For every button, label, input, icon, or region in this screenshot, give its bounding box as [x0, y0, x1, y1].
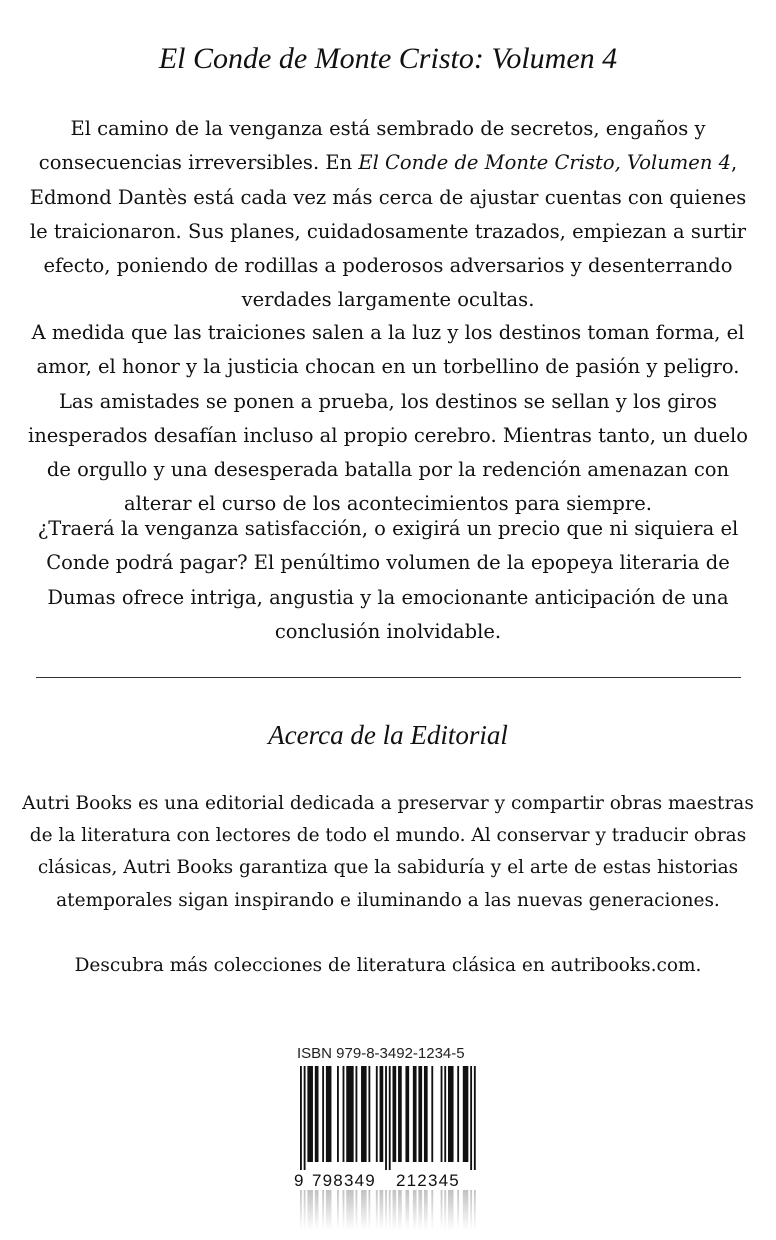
barcode-reflection-bar	[470, 1190, 472, 1230]
barcode-bar	[470, 1066, 472, 1170]
barcode-bar	[307, 1066, 313, 1162]
barcode-bar	[322, 1066, 324, 1162]
barcode-lead-digit: 9	[294, 1171, 304, 1190]
barcode-bar	[385, 1066, 387, 1170]
barcode-bar	[431, 1066, 433, 1162]
barcode-reflection-bar	[343, 1190, 345, 1230]
barcode-reflection-bar	[300, 1190, 302, 1230]
barcode-reflection-bar	[413, 1190, 417, 1230]
barcode-bar	[413, 1066, 417, 1162]
barcode-reflection	[290, 1190, 480, 1230]
barcode-reflection-bar	[463, 1190, 469, 1230]
barcode-reflection-bar	[457, 1190, 459, 1230]
barcode-bar	[448, 1066, 454, 1162]
barcode	[290, 1066, 480, 1190]
barcode-bar	[315, 1066, 319, 1162]
barcode-bar	[418, 1066, 422, 1162]
book-title: El Conde de Monte Cristo: Volumen 4	[158, 42, 618, 75]
barcode-bar	[457, 1066, 459, 1162]
barcode-reflection-bar	[418, 1190, 422, 1230]
barcode-digit-group-2: 212345	[396, 1171, 460, 1190]
barcode-reflection-bar	[356, 1190, 358, 1230]
publisher-about: Autri Books es una editorial dedicada a preservar y compartir obras maestras de la literatura con lectores de todo el mundo. Al conservar y traducir obras clásicas, Autri Books garantiza que la sabiduría y el arte de estas historias atemporales sigan inspirando e iluminando a las nuevas generaciones.	[22, 793, 754, 911]
barcode-bar	[361, 1066, 367, 1162]
barcode-reflection-bar	[448, 1190, 454, 1230]
barcode-reflection-bar	[307, 1190, 313, 1230]
description-paragraph-2: A medida que las traiciones salen a la luz y los destinos toman forma, el amor, el honor y la justicia chocan en un torbellino de pasión y peligro. Las amistades se ponen a prueba, los destinos se sellan y los giros inesperados desafían incluso al propio cerebro. Mientras tanto, un duelo de orgullo y una desesperada batalla por la redención amenazan con alterar el curso de los acontecimientos para siempre.	[27, 321, 749, 516]
section-divider	[36, 677, 741, 678]
barcode-bar	[337, 1066, 339, 1162]
barcode-digit-group-1: 798349	[312, 1171, 376, 1190]
barcode-reflection-bar	[304, 1190, 306, 1230]
barcode-bar	[380, 1066, 384, 1162]
barcode-bar	[444, 1066, 446, 1162]
publisher-heading: Acerca de la Editorial	[268, 720, 508, 750]
barcode-bar	[398, 1066, 402, 1162]
description-p1-end: , Edmond Dantès está cada vez más cerca de ajustar cuentas con quienes le traicionaron. Sus planes, cuidadosamente trazados, empiezan a surtir efecto, poniendo de rodillas a poderosos adversarios y desenterrando verdades largamente ocultas.	[29, 151, 747, 312]
barcode-reflection-bar	[315, 1190, 319, 1230]
barcode-reflection-bar	[474, 1190, 476, 1230]
barcode-bar	[376, 1066, 378, 1162]
barcode-bar	[368, 1066, 370, 1162]
description-p1-book-title: El Conde de Monte Cristo, Volumen 4	[358, 151, 731, 175]
barcode-reflection-bar	[424, 1190, 428, 1230]
barcode-reflection-bar	[322, 1190, 324, 1230]
barcode-bar	[326, 1066, 332, 1162]
barcode-reflection-bar	[361, 1190, 367, 1230]
barcode-reflection-bar	[431, 1190, 433, 1230]
barcode-bar	[300, 1066, 302, 1170]
barcode-reflection-bar	[444, 1190, 446, 1230]
publisher-cta: Descubra más colecciones de literatura clásica en autribooks.com.	[74, 955, 702, 976]
barcode-bar	[424, 1066, 428, 1162]
barcode-reflection-bar	[398, 1190, 402, 1230]
barcode-bar	[405, 1066, 409, 1162]
barcode-reflection-bar	[326, 1190, 332, 1230]
barcode-bar	[441, 1066, 443, 1162]
barcode-reflection-bar	[376, 1190, 378, 1230]
barcode-reflection-bar	[385, 1190, 387, 1230]
isbn-label: ISBN 979-8-3492-1234-5	[297, 1045, 465, 1062]
barcode-bars	[300, 1066, 476, 1170]
barcode-bar	[393, 1066, 397, 1162]
barcode-bar	[463, 1066, 469, 1162]
barcode-bar	[389, 1066, 391, 1170]
barcode-reflection-bar	[346, 1190, 353, 1230]
description-paragraph-3: ¿Traerá la venganza satisfacción, o exigirá un precio que ni siquiera el Conde podrá pagar? El penúltimo volumen de la epopeya literaria de Dumas ofrece intriga, angustia y la emocionante anticipación de una conclusión inolvidable.	[37, 517, 739, 643]
barcode-reflection-bar	[368, 1190, 370, 1230]
barcode-reflection-bar	[389, 1190, 391, 1230]
barcode-reflection-bar	[337, 1190, 339, 1230]
barcode-reflection-bar	[380, 1190, 384, 1230]
barcode-reflection-bar	[393, 1190, 397, 1230]
description-p1-start: El camino de la venganza está sembrado de secretos, engaños y consecuencias irreversibles. En	[38, 117, 706, 175]
barcode-bar	[346, 1066, 353, 1162]
barcode-bar	[304, 1066, 306, 1170]
description-paragraph-1	[20, 112, 756, 318]
barcode-bar	[356, 1066, 358, 1162]
barcode-reflection-bar	[405, 1190, 409, 1230]
barcode-bar	[474, 1066, 476, 1170]
barcode-bar	[343, 1066, 345, 1162]
barcode-reflection-bar	[441, 1190, 443, 1230]
